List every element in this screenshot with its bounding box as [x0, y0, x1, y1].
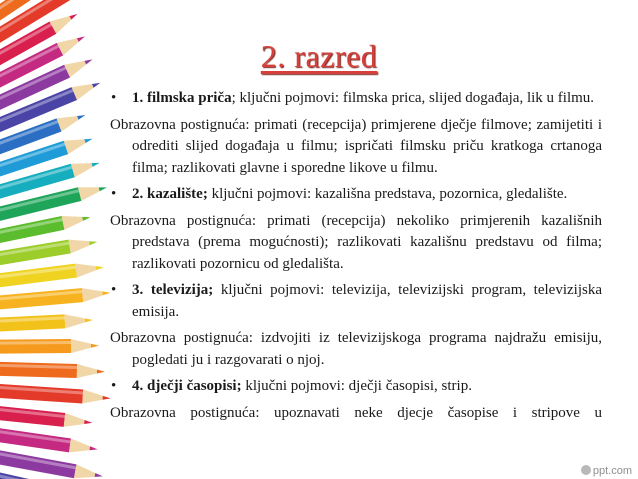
pencil [0, 260, 105, 291]
pencil [0, 361, 105, 379]
slide-content [110, 88, 602, 429]
outcome-magazines: Obrazovna postignuća: upoznavati neke djecje časopise i stripove u [110, 404, 602, 421]
item-text: ključni pojmovi: dječji časopisi, strip. [241, 378, 472, 394]
pencil [0, 313, 93, 333]
outcome-television: Obrazovna postignuća: izdvojiti iz televizijskoga programa najdražu emisiju, pogledati ju i razgovarati o njoj. [110, 330, 602, 368]
list-item-theatre [110, 184, 602, 206]
outcome-film: Obrazovna postignuća: primati (recepcija) primjerene dječje filmove; zamijetiti i odrediti slijed događaja u filmu; ispričati filmsku priču kratkoga crtanoga filma; razlikovati glavne i sporedne likove u filmu. [110, 116, 602, 176]
item-text: ključni pojmovi: televizija, televizijski program, televizijska emisija. [132, 282, 602, 320]
item-heading: 2. kazalište; [132, 186, 208, 202]
pencil [0, 286, 111, 312]
item-heading: 4. dječji časopisi; [132, 378, 242, 394]
pencil [0, 403, 93, 430]
bullet-icon: • [111, 282, 117, 298]
watermark [581, 465, 632, 477]
pencil [0, 382, 111, 405]
list-item-magazines [110, 376, 602, 398]
bullet-icon: • [111, 186, 117, 202]
list-item-film [110, 88, 602, 110]
watermark-logo-icon [581, 465, 591, 475]
bullet-icon: • [111, 90, 117, 106]
outcome-theatre: Obrazovna postignuća: primati (recepcija) nekoliko primjerenih kazališnih predstava (prema mogućnosti); razlikovati kazališnu predstavu od filma; razlikovati pozornicu od gledališta. [110, 212, 602, 272]
pencil [0, 424, 99, 456]
item-text: ; ključni pojmovi: filmska prica, slijed događaja, lik u filmu. [231, 90, 595, 106]
item-heading: 1. filmska priča [132, 90, 232, 106]
list-item-television [110, 280, 602, 323]
bullet-icon: • [111, 378, 117, 394]
pencil [0, 339, 99, 354]
item-text: ključni pojmovi: kazališna predstava, pozornica, gledalište. [207, 186, 568, 202]
item-heading: 3. televizija; [132, 282, 214, 298]
watermark-text: ppt.com [592, 465, 632, 477]
slide-title: 2. razred [260, 38, 378, 74]
